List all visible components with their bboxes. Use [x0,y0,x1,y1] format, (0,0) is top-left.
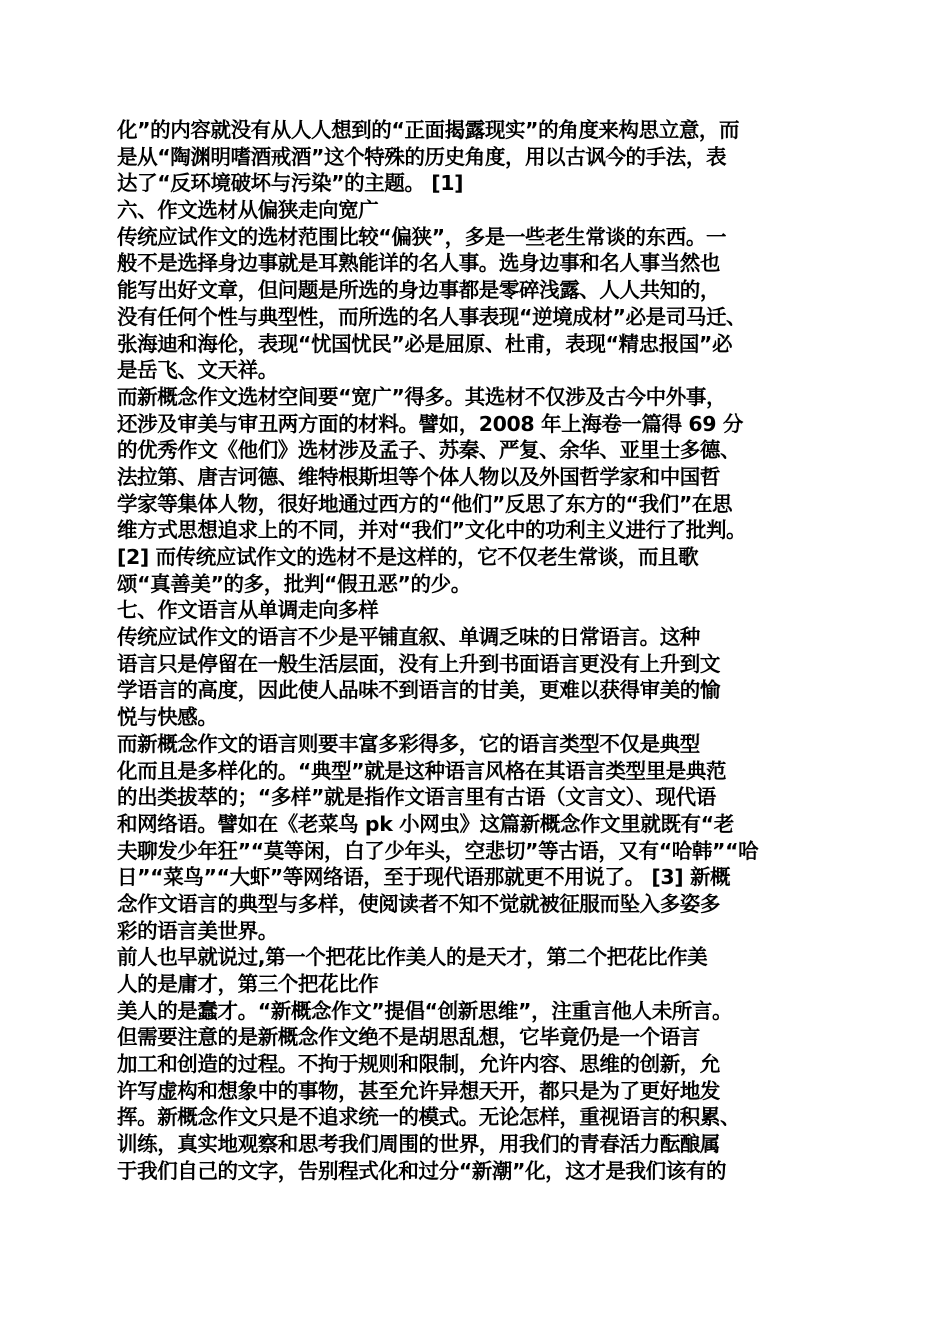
text-line: 没有任何个性与典型性，而所选的名人事表现“逆境成材”必是司马迁、 [117,304,747,329]
text-line: 但需要注意的是新概念作文绝不是胡思乱想，它毕竟仍是一个语言 [117,1025,700,1050]
text-line: 夫聊发少年狂”“莫等闲，白了少年头，空悲切”等古语，又有“哈韩”“哈 [117,838,759,863]
text-line: 前人也早就说过,第一个把花比作美人的是天才，第二个把花比作美 [117,945,708,970]
text-line: 加工和创造的过程。不拘于规则和限制，允许内容、思维的创新，允 [117,1052,720,1077]
text-line: 达了“反环境破坏与污染”的主题。 [1] [117,171,464,196]
document-body [117,117,843,1185]
text-line: 美人的是蠢才。“新概念作文”提倡“创新思维”，注重言他人未所言。 [117,998,733,1023]
text-line: 是岳飞、文天祥。 [117,358,278,383]
text-line: 日”“菜鸟”“大虾”等网络语，至于现代语那就更不用说了。 [3] 新概 [117,865,731,890]
text-line: 语言只是停留在一般生活层面，没有上升到书面语言更没有上升到文 [117,651,720,676]
text-line: 传统应试作文的选材范围比较“偏狭”，多是一些老生常谈的东西。一 [117,224,727,249]
text-line: 化”的内容就没有从人人想到的“正面揭露现实”的角度来构思立意，而 [117,118,740,142]
text-line: 维方式思想追求上的不同，并对“我们”文化中的功利主义进行了批判。 [117,518,747,543]
text-line: 而新概念作文选材空间要“宽广”得多。其选材不仅涉及古今中外事， [117,384,727,409]
text-line: 人的是庸才，第三个把花比作 [117,972,379,996]
text-line: 般不是选择身边事就是耳熟能详的名人事。选身边事和名人事当然也 [117,251,720,276]
text-line: 传统应试作文的语言不少是平铺直叙、单调乏味的日常语言。这种 [117,625,700,650]
text-line: 六、作文选材从偏狭走向宽广 [117,198,379,223]
text-line: 七、作文语言从单调走向多样 [117,598,379,623]
text-line: 化而且是多样化的。“典型”就是这种语言风格在其语言类型里是典范 [117,758,727,783]
text-line: 的出类拔萃的；“多样”就是指作文语言里有古语（文言文）、现代语 [117,785,716,810]
text-line: 于我们自己的文字，告别程式化和过分“新潮”化，这才是我们该有的 [117,1158,727,1183]
text-line: 念作文语言的典型与多样，使阅读者不知不觉就被征服而坠入多姿多 [117,891,720,916]
text-line: 训练，真实地观察和思考我们周围的世界，用我们的青春活力酝酿属 [117,1132,720,1157]
text-line: 法拉第、唐吉诃德、维特根斯坦等个体人物以及外国哲学家和中国哲 [117,464,720,489]
text-line: 彩的语言美世界。 [117,918,278,943]
text-line: 学家等集体人物，很好地通过西方的“他们”反思了东方的“我们”在思 [117,491,733,516]
text-line: 学语言的高度，因此使人品味不到语言的甘美，更难以获得审美的愉 [117,678,720,703]
text-line: 许写虚构和想象中的事物，甚至允许异想天开，都只是为了更好地发 [117,1078,720,1103]
text-line: [2] 而传统应试作文的选材不是这样的，它不仅老生常谈，而且歌 [117,545,699,569]
text-line: 张海迪和海伦，表现“忧国忧民”必是屈原、杜甫，表现“精忠报国”必 [117,331,733,356]
text-line: 而新概念作文的语言则要丰富多彩得多，它的语言类型不仅是典型 [117,731,700,756]
text-line: 还涉及审美与审丑两方面的材料。譬如，2008 年上海卷一篇得 69 分 [117,411,743,436]
text-line: 挥。新概念作文只是不追求统一的模式。无论怎样，重视语言的积累、 [117,1105,741,1130]
text-line: 悦与快感。 [117,705,218,730]
text-line: 和网络语。譬如在《老菜鸟 pk 小网虫》这篇新概念作文里就既有“老 [117,811,734,836]
text-line: 的优秀作文《他们》选材涉及孟子、苏秦、严复、余华、亚里士多德、 [117,438,741,463]
text-line: 颂“真善美”的多，批判“假丑恶”的少。 [117,571,471,596]
text-line: 能写出好文章，但问题是所选的身边事都是零碎浅露、人人共知的， [117,278,720,303]
text-line: 是从“陶渊明嗜酒戒酒”这个特殊的历史角度，用以古讽今的手法，表 [117,144,727,169]
